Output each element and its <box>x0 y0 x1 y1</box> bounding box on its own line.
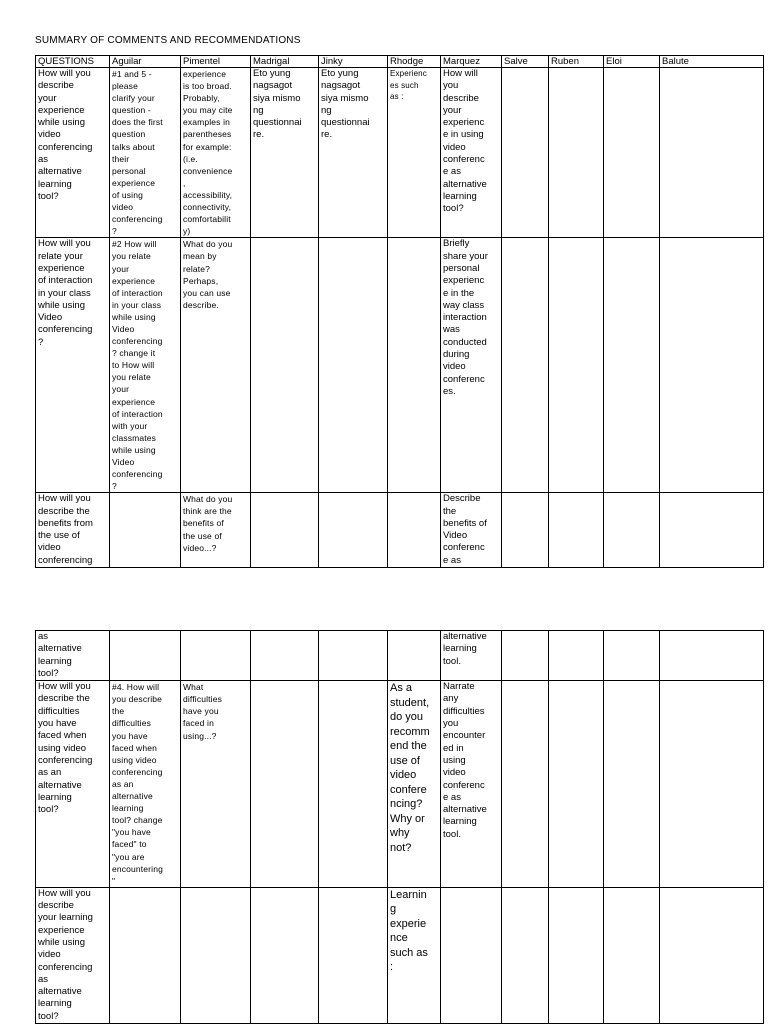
cell-question: How will you describe your learning experience while using video conferencing as alternative learning tool? <box>36 887 110 1023</box>
cell-aguilar: #2 How will you relate your experience of interaction in your class while using Video conferencing ? change it to How will you relate your experience of interaction with your classmates while using Video conferencing ? <box>110 238 181 493</box>
header-jinky: Jinky <box>319 56 388 68</box>
cell-jinky <box>319 887 388 1023</box>
cell-aguilar <box>110 631 181 681</box>
table-row <box>36 68 764 238</box>
cell-jinky <box>319 681 388 888</box>
table-row <box>36 887 764 1023</box>
cell-question: How will you describe your experience while using video conferencing as alternative learning tool? <box>36 68 110 238</box>
cell-pimentel: What do you think are the benefits of the use of video...? <box>181 493 251 568</box>
cell-eloi <box>604 887 660 1023</box>
cell-pimentel: What difficulties have you faced in using...? <box>181 681 251 888</box>
header-pimentel: Pimentel <box>181 56 251 68</box>
cell-marquez <box>441 887 502 1023</box>
cell-aguilar <box>110 493 181 568</box>
cell-ruben <box>549 887 604 1023</box>
cell-eloi <box>604 631 660 681</box>
cell-madrigal <box>251 493 319 568</box>
header-ruben: Ruben <box>549 56 604 68</box>
cell-ruben <box>549 238 604 493</box>
cell-jinky: Eto yung nagsagot siya mismo ng questionnai re. <box>319 68 388 238</box>
header-aguilar: Aguilar <box>110 56 181 68</box>
cell-salve <box>502 681 549 888</box>
cell-balute <box>660 887 764 1023</box>
cell-marquez: How will you describe your experienc e in using video conferenc e as alternative learning tool? <box>441 68 502 238</box>
cell-eloi <box>604 681 660 888</box>
cell-balute <box>660 238 764 493</box>
cell-salve <box>502 68 549 238</box>
cell-rhodge <box>388 238 441 493</box>
table-row <box>36 238 764 493</box>
cell-marquez: alternative learning tool. <box>441 631 502 681</box>
cell-balute <box>660 68 764 238</box>
cell-ruben <box>549 681 604 888</box>
cell-pimentel <box>181 887 251 1023</box>
cell-madrigal: Eto yung nagsagot siya mismo ng questionnai re. <box>251 68 319 238</box>
cell-jinky <box>319 238 388 493</box>
cell-aguilar: #4. How will you describe the difficulties you have faced when using video conferencing as an alternative learning tool? change "you have faced" to "you are encountering " <box>110 681 181 888</box>
cell-marquez: Narrate any difficulties you encounter ed in using video conferenc e as alternative learning tool. <box>441 681 502 888</box>
header-madrigal: Madrigal <box>251 56 319 68</box>
cell-ruben <box>549 68 604 238</box>
header-balute: Balute <box>660 56 764 68</box>
cell-madrigal <box>251 238 319 493</box>
cell-jinky <box>319 631 388 681</box>
cell-pimentel: What do you mean by relate? Perhaps, you can use describe. <box>181 238 251 493</box>
cell-jinky <box>319 493 388 568</box>
cell-question: How will you relate your experience of interaction in your class while using Video conferencing ? <box>36 238 110 493</box>
cell-rhodge: As a student, do you recomm end the use of video confere ncing? Why or why not? <box>388 681 441 888</box>
cell-balute <box>660 681 764 888</box>
cell-ruben <box>549 631 604 681</box>
cell-balute <box>660 493 764 568</box>
cell-marquez: Briefly share your personal experienc e in the way class interaction was conducted during video conferenc es. <box>441 238 502 493</box>
cell-pimentel: experience is too broad. Probably, you may cite examples in parentheses for example: (i.e. convenience , accessibility, connectivity, comfortabilit y) <box>181 68 251 238</box>
table-row <box>36 493 764 568</box>
cell-madrigal <box>251 631 319 681</box>
cell-madrigal <box>251 887 319 1023</box>
cell-balute <box>660 631 764 681</box>
header-questions: QUESTIONS <box>36 56 110 68</box>
cell-salve <box>502 631 549 681</box>
cell-rhodge <box>388 493 441 568</box>
cell-eloi <box>604 493 660 568</box>
cell-salve <box>502 238 549 493</box>
header-rhodge: Rhodge <box>388 56 441 68</box>
cell-ruben <box>549 493 604 568</box>
summary-table-part-1 <box>35 55 764 568</box>
cell-rhodge: Experienc es such as : <box>388 68 441 238</box>
cell-marquez: Describe the benefits of Video conferenc e as <box>441 493 502 568</box>
cell-salve <box>502 493 549 568</box>
table-row <box>36 681 764 888</box>
cell-question: How will you describe the benefits from the use of video conferencing <box>36 493 110 568</box>
table-row <box>36 631 764 681</box>
cell-rhodge <box>388 631 441 681</box>
cell-question: How will you describe the difficulties you have faced when using video conferencing as an alternative learning tool? <box>36 681 110 888</box>
cell-aguilar <box>110 887 181 1023</box>
summary-table-part-2 <box>35 630 764 1024</box>
header-salve: Salve <box>502 56 549 68</box>
cell-aguilar: #1 and 5 - please clarify your question - does the first question talks about their personal experience of using video conferencing ? <box>110 68 181 238</box>
cell-eloi <box>604 238 660 493</box>
cell-rhodge: Learnin g experie nce such as : <box>388 887 441 1023</box>
cell-salve <box>502 887 549 1023</box>
cell-pimentel <box>181 631 251 681</box>
cell-question: as alternative learning tool? <box>36 631 110 681</box>
document-title: SUMMARY OF COMMENTS AND RECOMMENDATIONS <box>35 35 301 46</box>
table-header-row <box>36 56 764 68</box>
cell-eloi <box>604 68 660 238</box>
cell-madrigal <box>251 681 319 888</box>
header-marquez: Marquez <box>441 56 502 68</box>
header-eloi: Eloi <box>604 56 660 68</box>
